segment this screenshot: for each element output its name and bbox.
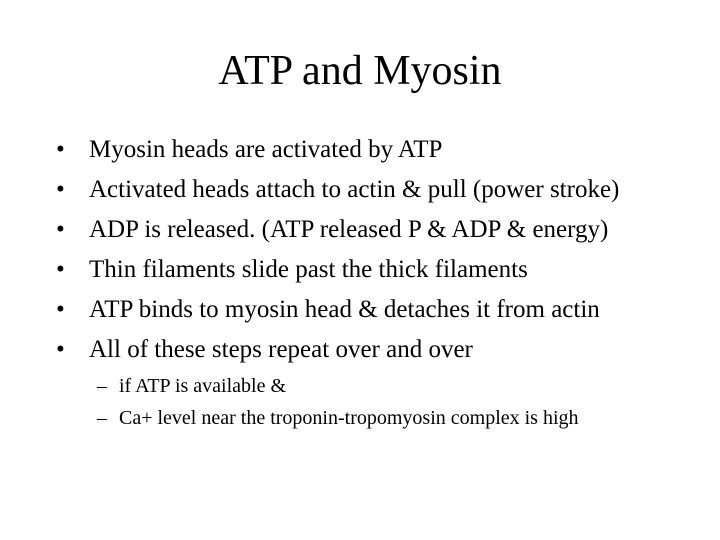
bullet-item — [56, 290, 706, 330]
bullet-item — [56, 250, 706, 290]
bullet-icon: • — [56, 216, 65, 243]
bullet-icon: • — [56, 296, 65, 323]
bullet-icon: • — [56, 336, 65, 363]
bullet-text: All of these steps repeat over and over — [89, 336, 473, 363]
bullet-icon: • — [56, 176, 65, 203]
sub-bullet-text: if ATP is available & — [119, 375, 287, 397]
bullet-text: Thin filaments slide past the thick filaments — [89, 256, 528, 283]
dash-icon: – — [97, 375, 107, 397]
bullet-item — [56, 210, 706, 250]
sub-bullet-item — [97, 402, 707, 434]
bullet-item — [56, 170, 706, 210]
sub-bullet-list — [97, 370, 707, 434]
slide-title: ATP and Myosin — [218, 48, 502, 94]
bullet-text: Myosin heads are activated by ATP — [89, 136, 443, 163]
bullet-text: ADP is released. (ATP released P & ADP & energy) — [89, 216, 609, 243]
bullet-icon: • — [56, 256, 65, 283]
bullet-text: Activated heads attach to actin & pull (power stroke) — [89, 176, 620, 203]
bullet-text: ATP binds to myosin head & detaches it from actin — [89, 296, 600, 323]
bullet-icon: • — [56, 136, 65, 163]
sub-bullet-text: Ca+ level near the troponin-tropomyosin complex is high — [119, 407, 579, 429]
bullet-item — [56, 130, 706, 170]
dash-icon: – — [97, 407, 107, 429]
sub-bullet-item — [97, 370, 707, 402]
bullet-list — [56, 130, 706, 370]
bullet-item — [56, 330, 706, 370]
